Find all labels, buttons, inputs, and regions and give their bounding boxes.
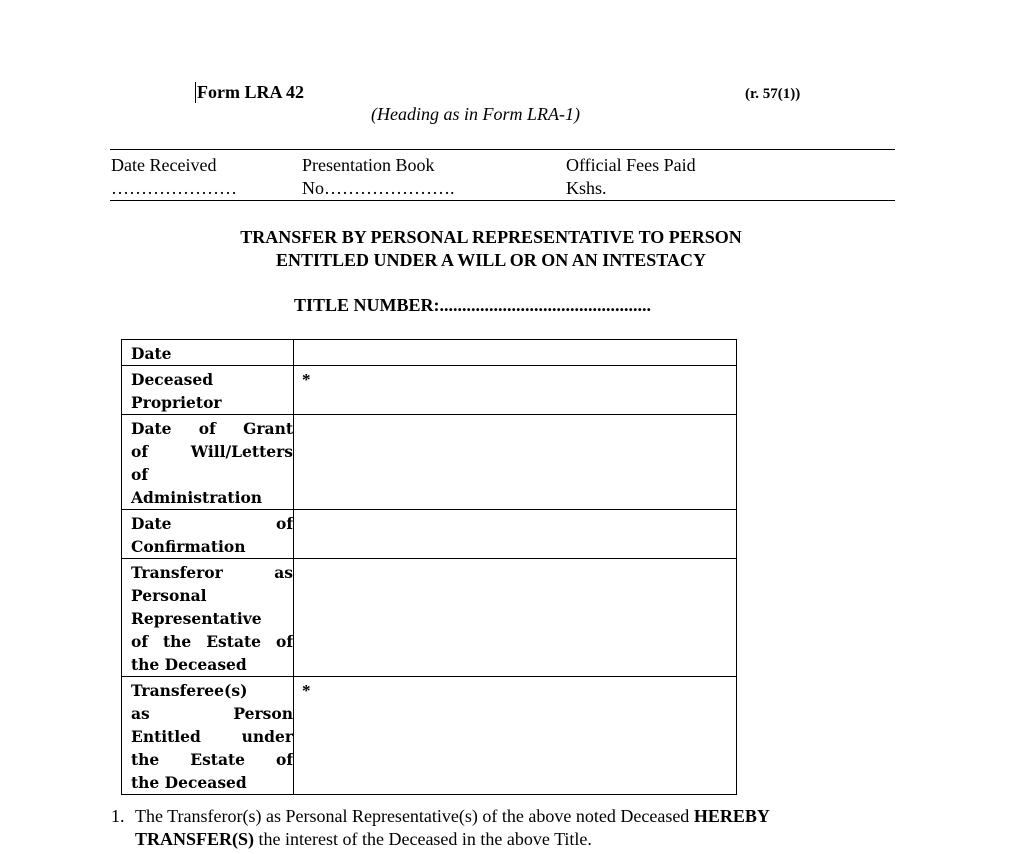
row-label-line: Transferee(s): [131, 681, 248, 700]
row-label-line: of the Estate of: [131, 632, 293, 651]
table-row: [122, 340, 737, 366]
row-value[interactable]: [294, 415, 737, 510]
table-row: [122, 677, 737, 795]
date-received-field: [111, 154, 237, 200]
title-number: TITLE NUMBER:...............................................: [294, 295, 652, 315]
clause-text-part: The Transferor(s) as Personal Representative(s) of the above noted Deceased: [135, 806, 694, 826]
row-label-line: Personal: [131, 586, 207, 605]
clause-text: [135, 805, 871, 851]
date-received-value: …………………: [111, 178, 237, 198]
official-fees-label: Official Fees Paid: [566, 155, 696, 175]
row-value[interactable]: *: [294, 366, 737, 415]
row-label-line: Representative: [131, 609, 262, 628]
row-label-line: Date: [131, 344, 172, 363]
presentation-book-field: [302, 154, 455, 200]
row-value[interactable]: [294, 340, 737, 366]
row-label-line: the Estate of: [131, 750, 293, 769]
form-title: [0, 226, 982, 272]
bottom-divider: [110, 200, 895, 201]
form-title-line-1: TRANSFER BY PERSONAL REPRESENTATIVE TO PERSON: [240, 227, 742, 247]
form-title-line-2: ENTITLED UNDER A WILL OR ON AN INTESTACY: [276, 250, 706, 270]
official-fees-value: Kshs.: [566, 178, 607, 198]
row-label-line: Transferor as: [131, 563, 293, 582]
row-label: [122, 340, 294, 366]
clause-bold-text: HEREBY TRANSFER(S): [135, 806, 770, 849]
table-row: [122, 415, 737, 510]
row-value[interactable]: [294, 510, 737, 559]
row-label-line: the Deceased: [131, 655, 247, 674]
clause-number: 1.: [111, 806, 125, 826]
table-row: [122, 510, 737, 559]
row-label-line: of: [131, 465, 149, 484]
presentation-book-label: Presentation Book: [302, 155, 435, 175]
clause-1: [111, 805, 871, 851]
official-fees-field: [566, 154, 696, 200]
row-label-line: Date of: [131, 514, 293, 533]
presentation-book-value: No………………….: [302, 178, 455, 198]
row-label-line: as Person: [131, 704, 293, 723]
row-label: [122, 559, 294, 677]
row-label: [122, 366, 294, 415]
row-label: [122, 677, 294, 795]
row-label-line: Entitled under: [131, 727, 293, 746]
table-row: [122, 366, 737, 415]
clause-text-part: the interest of the Deceased in the above Title.: [254, 829, 592, 849]
row-label-line: of Will/Letters: [131, 442, 293, 461]
top-divider: [110, 149, 895, 150]
row-label-line: Administration: [131, 488, 263, 507]
date-received-label: Date Received: [111, 155, 217, 175]
row-label-line: Date of Grant: [131, 419, 293, 438]
heading-note: (Heading as in Form LRA-1): [371, 104, 580, 124]
table-row: [122, 559, 737, 677]
row-label-line: the Deceased: [131, 773, 247, 792]
row-label-line: Confirmation: [131, 537, 246, 556]
row-value[interactable]: [294, 559, 737, 677]
details-table: [121, 339, 737, 795]
form-id: Form LRA 42: [197, 82, 304, 102]
row-label: [122, 510, 294, 559]
row-label-line: Deceased: [131, 370, 214, 389]
row-label-line: Proprietor: [131, 393, 222, 412]
rule-reference: (r. 57(1)): [745, 86, 801, 102]
row-value[interactable]: *: [294, 677, 737, 795]
row-label: [122, 415, 294, 510]
